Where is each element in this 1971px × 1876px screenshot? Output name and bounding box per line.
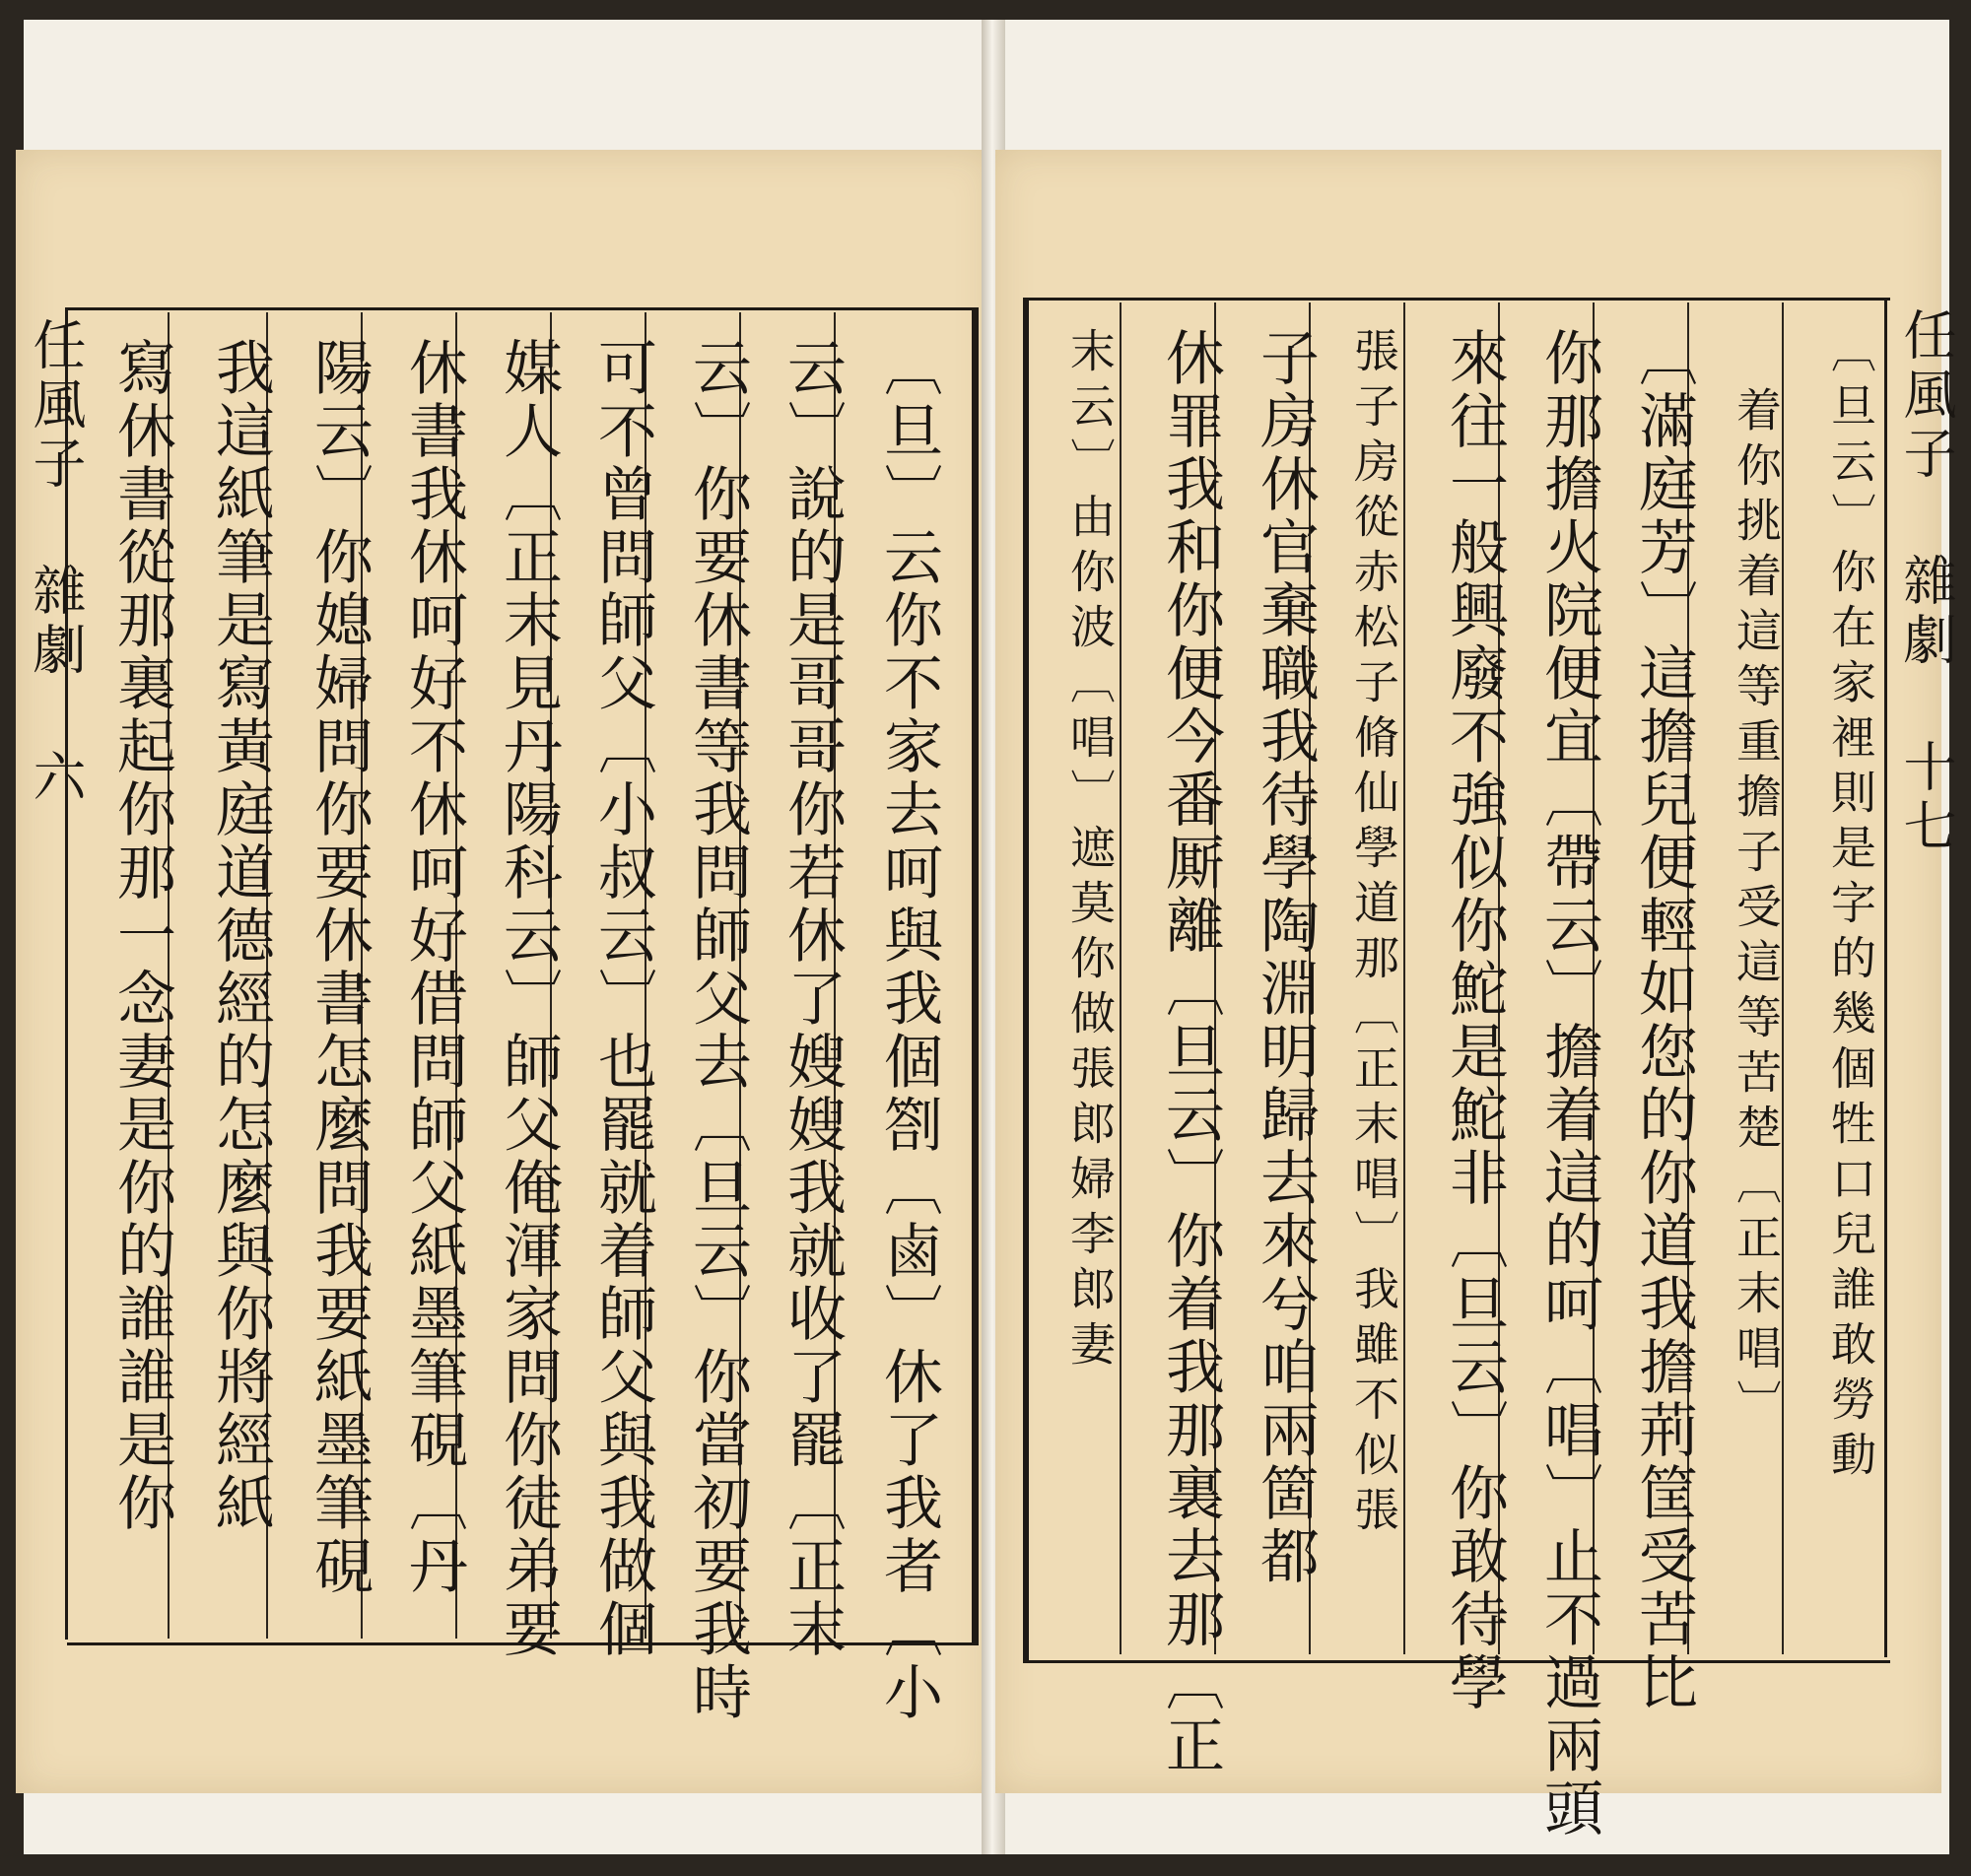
text-column: 陽云〕你媳婦問你要休書怎麼問我要紙墨筆硯 [305,337,374,1598]
text-column: 着你挑着這等重擔子受這等苦楚〔正末唱〕 [1730,386,1783,1435]
text-column: 寫休書從那裏起你那一念妻是你的誰誰是你 [107,337,176,1535]
text-column: 休書我休呵好不休呵好借問師父紙墨筆硯〔丹 [399,337,468,1598]
text-column: 〔旦云〕你在家裡則是字的幾個牲口兒誰敢勞動 [1824,327,1877,1486]
right-center-strip-text: 任風子 雜劇 十七 [1895,307,1957,857]
left-page [16,150,993,1793]
text-column: 媒人〔正末見丹陽科云〕師父俺渾家問你徒弟要 [494,337,563,1661]
text-column: 末云〕由你波〔唱〕遮莫你做張郎婦李郎妻 [1063,327,1117,1375]
column-rule [1403,302,1405,1654]
text-column: 休罪我和你便今番厮離〔旦云〕你着我那裏去那〔正 [1156,327,1225,1777]
text-column: 張子房從赤松子脩仙學道那〔正末唱〕我雖不似張 [1347,327,1400,1541]
column-rule [1120,302,1121,1654]
text-column: 〔旦〕云你不家去呵與我個劄〔鹵〕休了我者〔小 [874,337,943,1724]
text-column: 子房休官棄職我待學陶淵明歸去來兮咱兩箇都 [1251,327,1320,1588]
text-column: 〔滿庭芳〕這擔兒便輕如您的你道我擔荊筐受苦比 [1629,327,1698,1714]
right-page [995,150,1957,1841]
text-column: 可不曾問師父〔小叔云〕也罷就着師父與我做個 [588,337,657,1661]
text-column: 云〕你要休書等我問師父去〔旦云〕你當初要我時 [683,337,752,1724]
text-column: 來往一般興廢不強似你鮀是鮀非〔旦云〕你敢待學 [1440,327,1509,1714]
text-column: 云〕說的是哥哥你若休了嫂嫂我就收了罷〔正末 [778,337,847,1661]
text-column: 我這紙筆是寫黃庭道德經的怎麼與你將經紙 [206,337,275,1535]
text-column: 你那擔火院便宜〔帶云〕擔着這的呵〔唱〕止不過兩頭 [1534,327,1603,1841]
left-center-strip-text: 任風子 雜劇 六 [25,317,87,808]
